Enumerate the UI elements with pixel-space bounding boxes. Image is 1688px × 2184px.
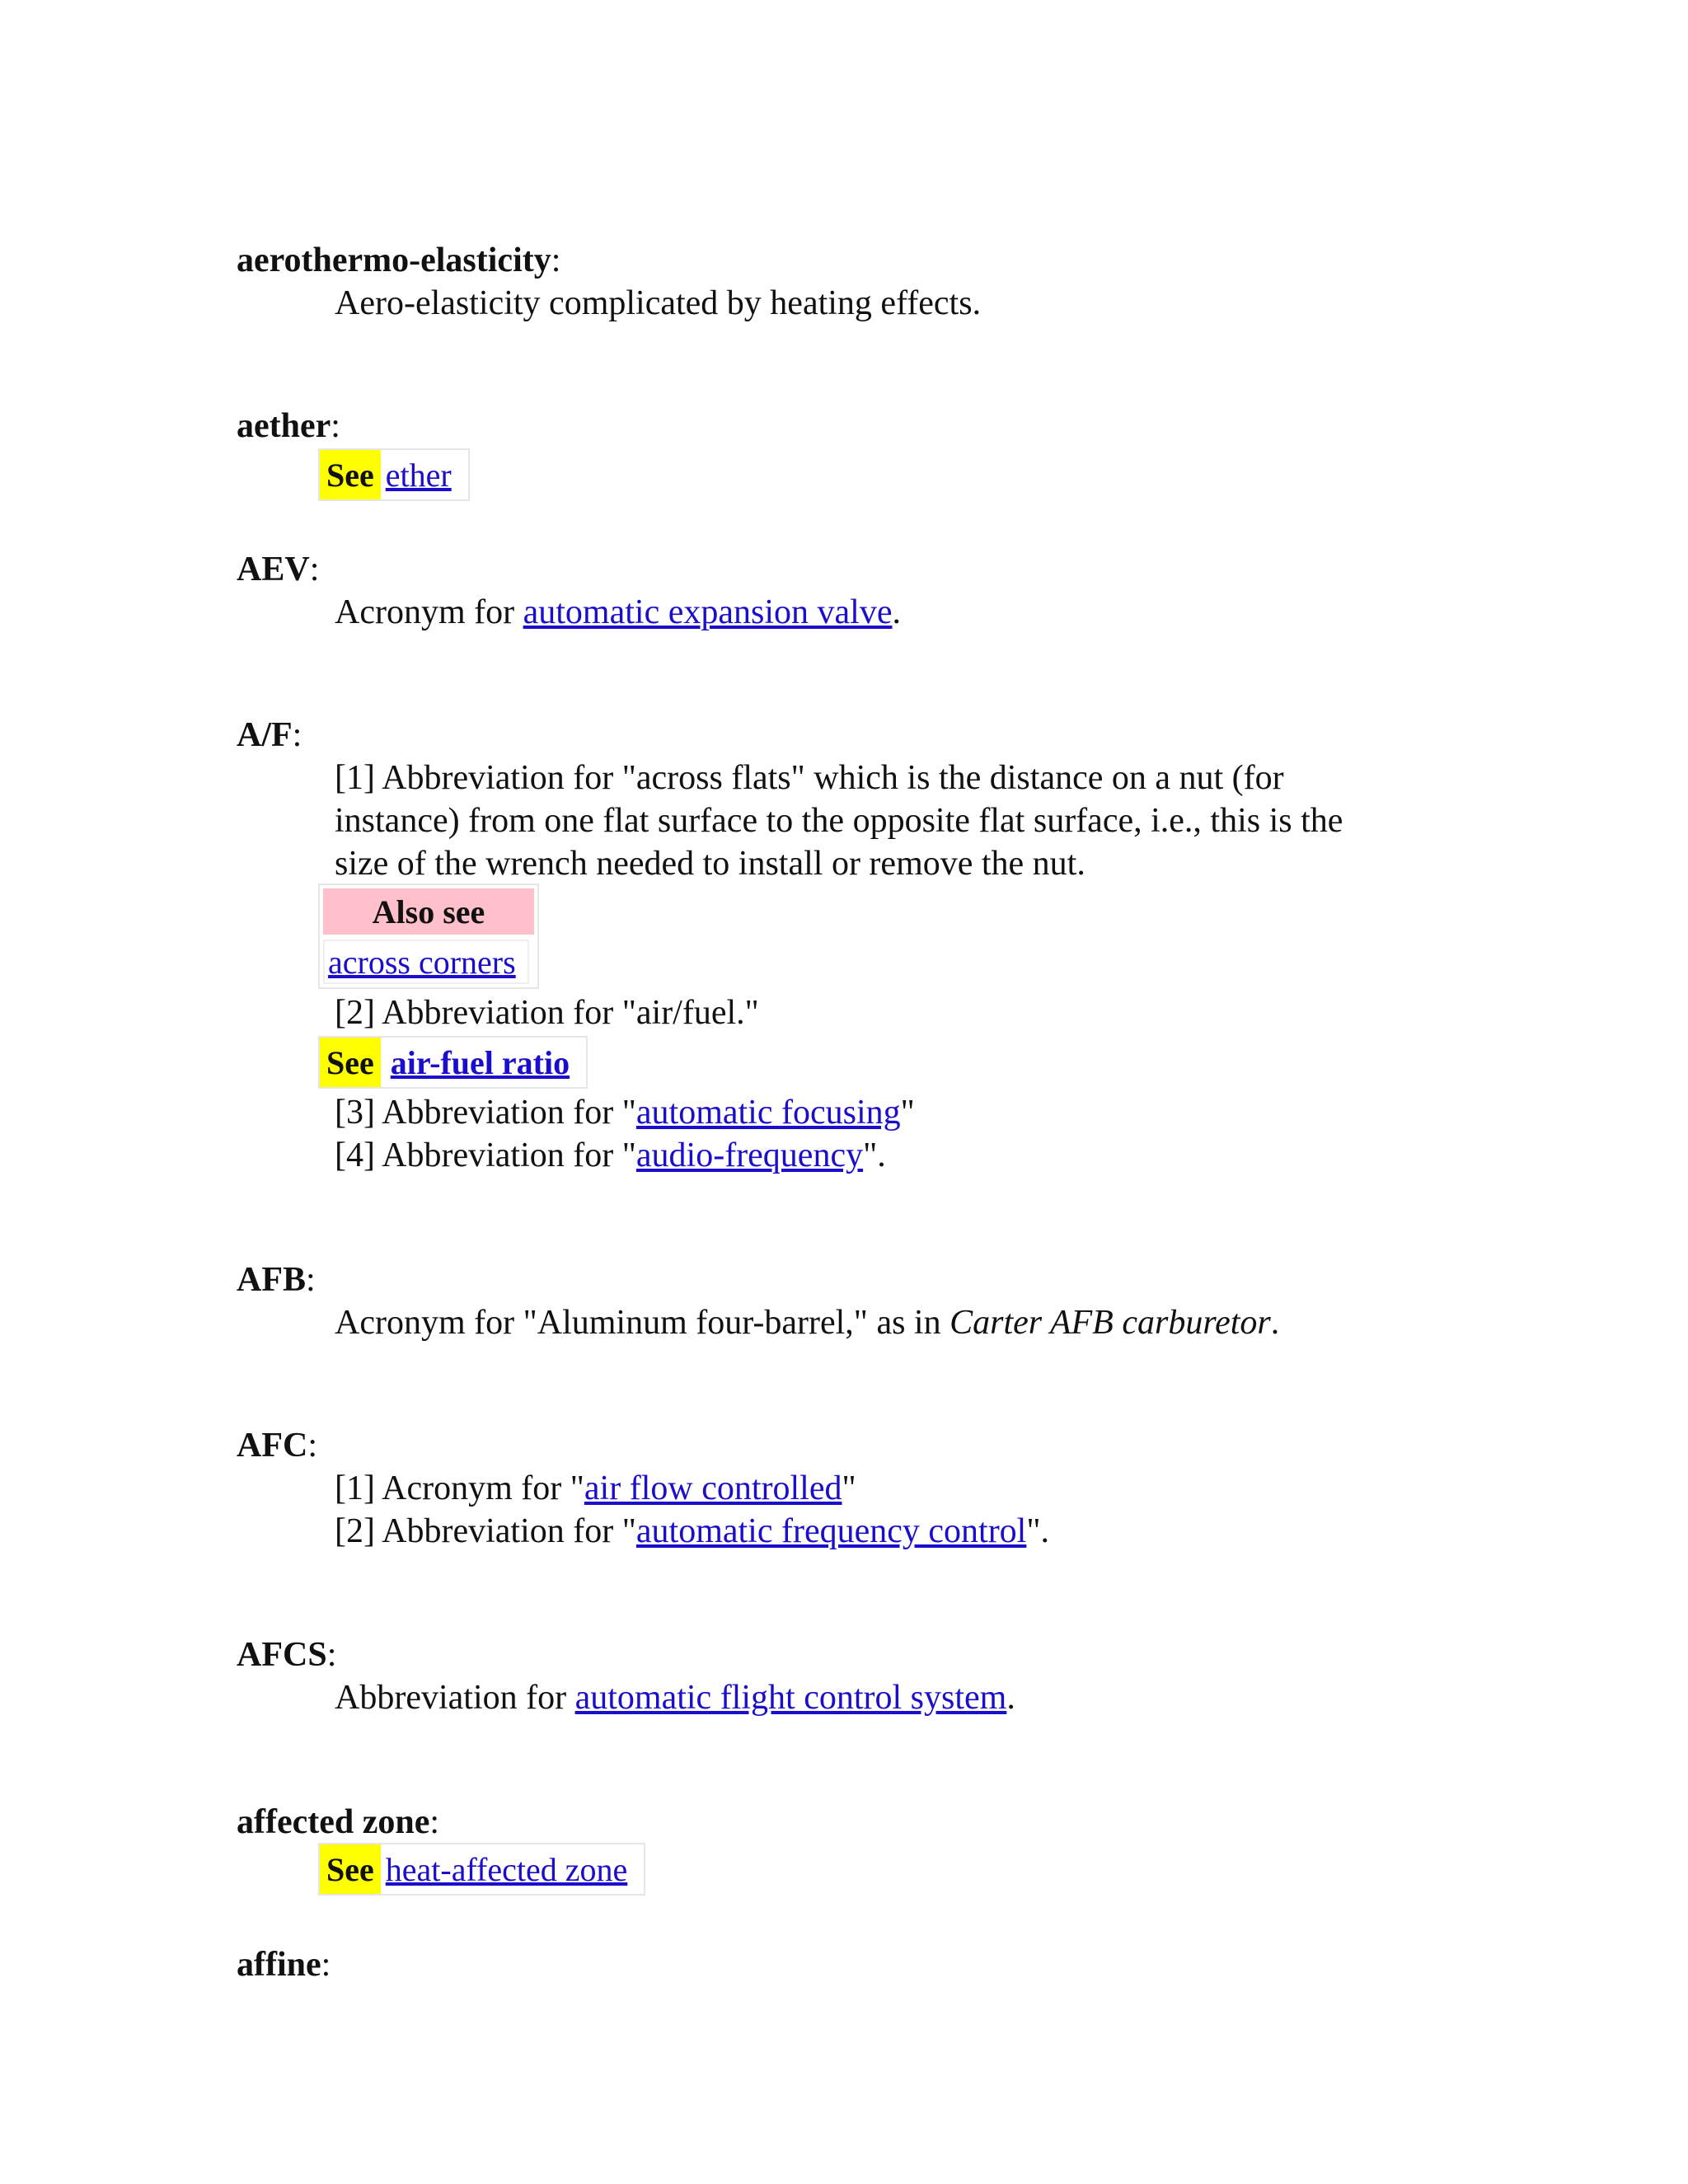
definition-text: ". bbox=[1026, 1512, 1050, 1550]
also-see-link[interactable]: across corners bbox=[328, 943, 516, 981]
see-reference bbox=[318, 448, 470, 501]
entry-definition bbox=[335, 282, 1472, 325]
definition-text: . bbox=[892, 593, 901, 631]
definition-text: [2] Abbreviation for " bbox=[335, 1512, 636, 1550]
term-colon: : bbox=[429, 1803, 440, 1841]
definition-text: . bbox=[1270, 1304, 1280, 1342]
definition-text: [1] Abbreviation for "across flats" which is the distance on a nut (for bbox=[335, 759, 1284, 797]
entry-definition bbox=[335, 991, 1472, 1034]
term-label: affine bbox=[237, 1946, 321, 1984]
entry-definition bbox=[335, 1676, 1472, 1719]
definition-link[interactable]: automatic flight control system bbox=[574, 1679, 1007, 1717]
see-reference bbox=[318, 1843, 645, 1896]
definition-text: Aero-elasticity complicated by heating effects. bbox=[335, 284, 982, 322]
entry-term bbox=[237, 1424, 317, 1467]
definition-text: ". bbox=[863, 1137, 886, 1174]
term-colon: : bbox=[309, 551, 320, 588]
definition-link[interactable]: automatic frequency control bbox=[635, 1512, 1027, 1550]
entry-term bbox=[237, 1633, 336, 1676]
definition-link[interactable]: automatic expansion valve bbox=[523, 593, 893, 631]
definition-text: " bbox=[842, 1469, 856, 1507]
term-label: AFB bbox=[237, 1261, 306, 1299]
entry-definition bbox=[335, 1301, 1472, 1344]
entry-definition bbox=[335, 1091, 1472, 1177]
see-reference bbox=[318, 1036, 588, 1089]
term-label: AFCS bbox=[237, 1636, 327, 1674]
definition-link[interactable]: air flow controlled bbox=[584, 1469, 842, 1507]
entry-definition bbox=[335, 1467, 1472, 1553]
term-label: aether bbox=[237, 407, 331, 445]
see-link[interactable]: ether bbox=[385, 456, 452, 494]
definition-text: " bbox=[900, 1094, 915, 1132]
term-colon: : bbox=[321, 1946, 331, 1984]
entry-term bbox=[237, 239, 560, 282]
definition-text: Abbreviation for bbox=[335, 1679, 575, 1717]
entry-term bbox=[237, 405, 340, 448]
term-label: affected zone bbox=[237, 1803, 430, 1841]
entry-term bbox=[237, 1258, 316, 1301]
definition-text: instance) from one flat surface to the opposite flat surface, i.e., this is the bbox=[335, 802, 1343, 840]
term-colon: : bbox=[292, 716, 302, 754]
term-label: AEV bbox=[237, 551, 310, 588]
definition-text: [3] Abbreviation for " bbox=[335, 1094, 636, 1132]
definition-text: [4] Abbreviation for " bbox=[335, 1137, 636, 1174]
see-label: See bbox=[320, 1844, 381, 1894]
definition-text: size of the wrench needed to install or remove the nut. bbox=[335, 845, 1085, 883]
see-link[interactable]: heat-affected zone bbox=[385, 1850, 628, 1888]
entry-term bbox=[237, 1801, 439, 1844]
see-link[interactable]: air-fuel ratio bbox=[390, 1043, 570, 1081]
term-colon: : bbox=[551, 241, 561, 279]
see-label: See bbox=[320, 450, 381, 499]
see-label: See bbox=[320, 1038, 381, 1087]
term-label: aerothermo-elasticity bbox=[237, 241, 551, 279]
entry-term bbox=[237, 714, 302, 757]
also-see-reference bbox=[318, 883, 539, 989]
term-label: A/F bbox=[237, 716, 293, 754]
definition-italic: Carter AFB carburetor bbox=[950, 1304, 1271, 1342]
also-see-cell bbox=[323, 940, 529, 984]
entry-definition bbox=[335, 757, 1472, 885]
definition-text: [1] Acronym for " bbox=[335, 1469, 584, 1507]
entry-term bbox=[237, 1943, 331, 1986]
term-colon: : bbox=[307, 1427, 317, 1465]
entry-term bbox=[237, 548, 319, 591]
term-colon: : bbox=[326, 1636, 337, 1674]
term-colon: : bbox=[331, 407, 340, 445]
definition-text: Acronym for "Aluminum four-barrel," as in bbox=[335, 1304, 950, 1342]
definition-link[interactable]: automatic focusing bbox=[635, 1094, 901, 1132]
definition-link[interactable]: audio-frequency bbox=[635, 1137, 864, 1174]
definition-text: Acronym for bbox=[335, 593, 523, 631]
definition-text: . bbox=[1006, 1679, 1015, 1717]
also-see-label: Also see bbox=[323, 888, 534, 935]
definition-text: [2] Abbreviation for "air/fuel." bbox=[335, 994, 759, 1032]
term-colon: : bbox=[306, 1261, 316, 1299]
entry-definition bbox=[335, 591, 1472, 634]
term-label: AFC bbox=[237, 1427, 308, 1465]
